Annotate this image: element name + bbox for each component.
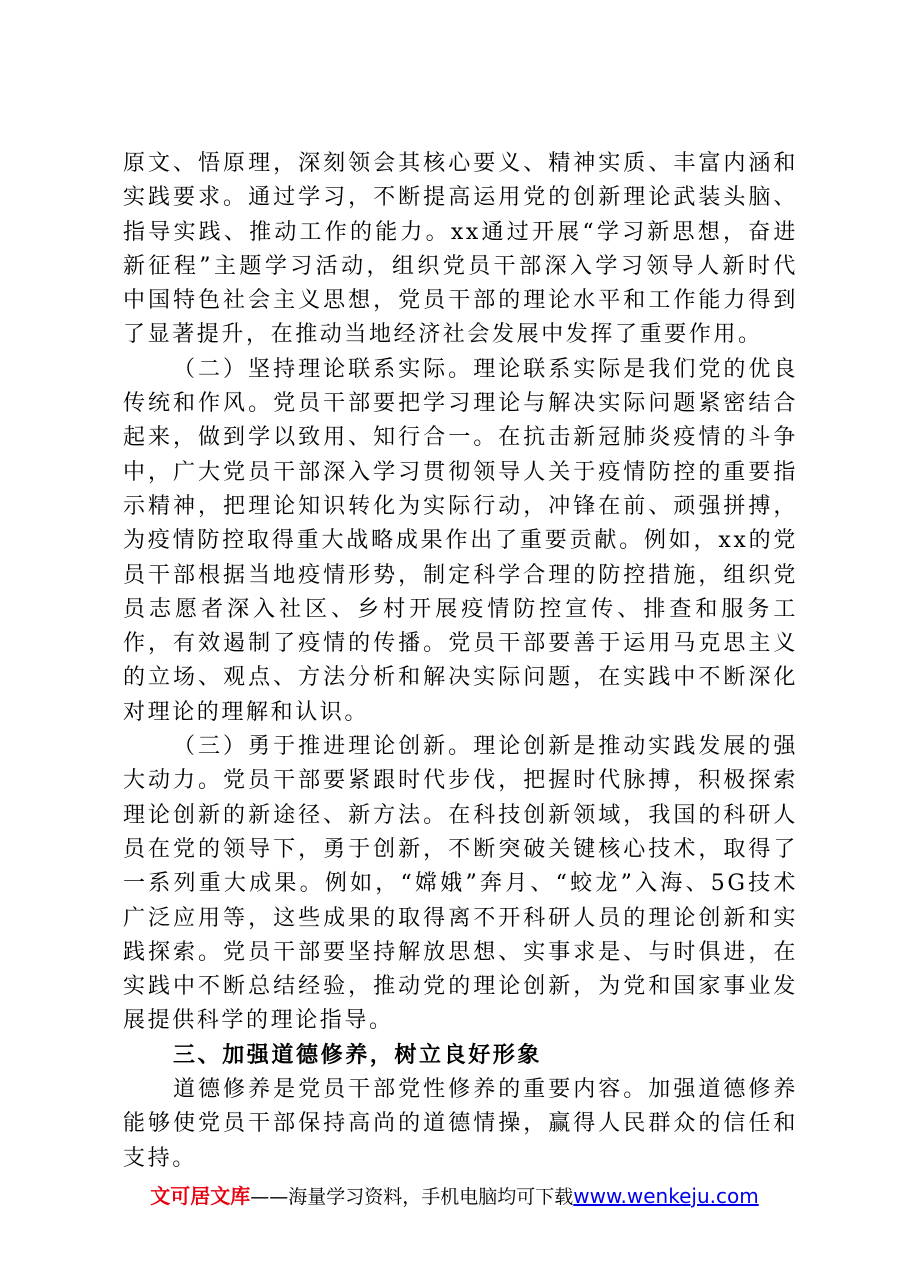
section-heading: 三、加强道德修养，树立良好形象 <box>173 1042 543 1068</box>
paragraph-moral-cultivation: 道德修养是党员干部党性修养的重要内容。加强道德修养能够使党员干部保持高尚的道德情操，赢得人民群众的信任和支持。 <box>123 1077 798 1171</box>
footer-site-link[interactable]: www.wenkeju.com <box>573 1184 759 1208</box>
paragraph-continuation: 原文、悟原理，深刻领会其核心要义、精神实质、丰富内涵和实践要求。通过学习，不断提高运用党的创新理论武装头脑、指导实践、推动工作的能力。xx通过开展“学习新思想，奋进新征程”主题学习活动，组织党员干部深入学习领导人新时代中国特色社会主义思想，党员干部的理论水平和工作能力得到了显著提升，在推动当地经济社会发展中发挥了重要作用。 <box>123 151 798 348</box>
paragraph-theory-innovation: （三）勇于推进理论创新。理论创新是推动实践发展的强大动力。党员干部要紧跟时代步伐，把握时代脉搏，积极探索理论创新的新途径、新方法。在科技创新领域，我国的科研人员在党的领导下，勇于创新，不断突破关键核心技术，取得了一系列重大成果。例如，“嫦娥”奔月、“蛟龙”入海、5G技术广泛应用等，这些成果的取得离不开科研人员的理论创新和实践探索。党员干部要坚持解放思想、实事求是、与时俱进，在实践中不断总结经验，推动党的理论创新，为党和国家事业发展提供科学的理论指导。 <box>123 734 798 1034</box>
document-body <box>123 147 798 1176</box>
footer-brand: 文可居文库 <box>150 1184 251 1208</box>
paragraph-theory-practice: （二）坚持理论联系实际。理论联系实际是我们党的优良传统和作风。党员干部要把学习理论与解决实际问题紧密结合起来，做到学以致用、知行合一。在抗击新冠肺炎疫情的斗争中，广大党员干部深入学习贯彻领导人关于疫情防控的重要指示精神，把理论知识转化为实际行动，冲锋在前、顽强拼搏，为疫情防控取得重大战略成果作出了重要贡献。例如，xx的党员干部根据当地疫情形势，制定科学合理的防控措施，组织党员志愿者深入社区、乡村开展疫情防控宣传、排查和服务工作，有效遏制了疫情的传播。党员干部要善于运用马克思主义的立场、观点、方法分析和解决实际问题，在实践中不断深化对理论的理解和认识。 <box>123 356 798 725</box>
footer-banner <box>0 1182 909 1211</box>
footer-tagline: ——海量学习资料，手机电脑均可下载 <box>250 1186 574 1208</box>
